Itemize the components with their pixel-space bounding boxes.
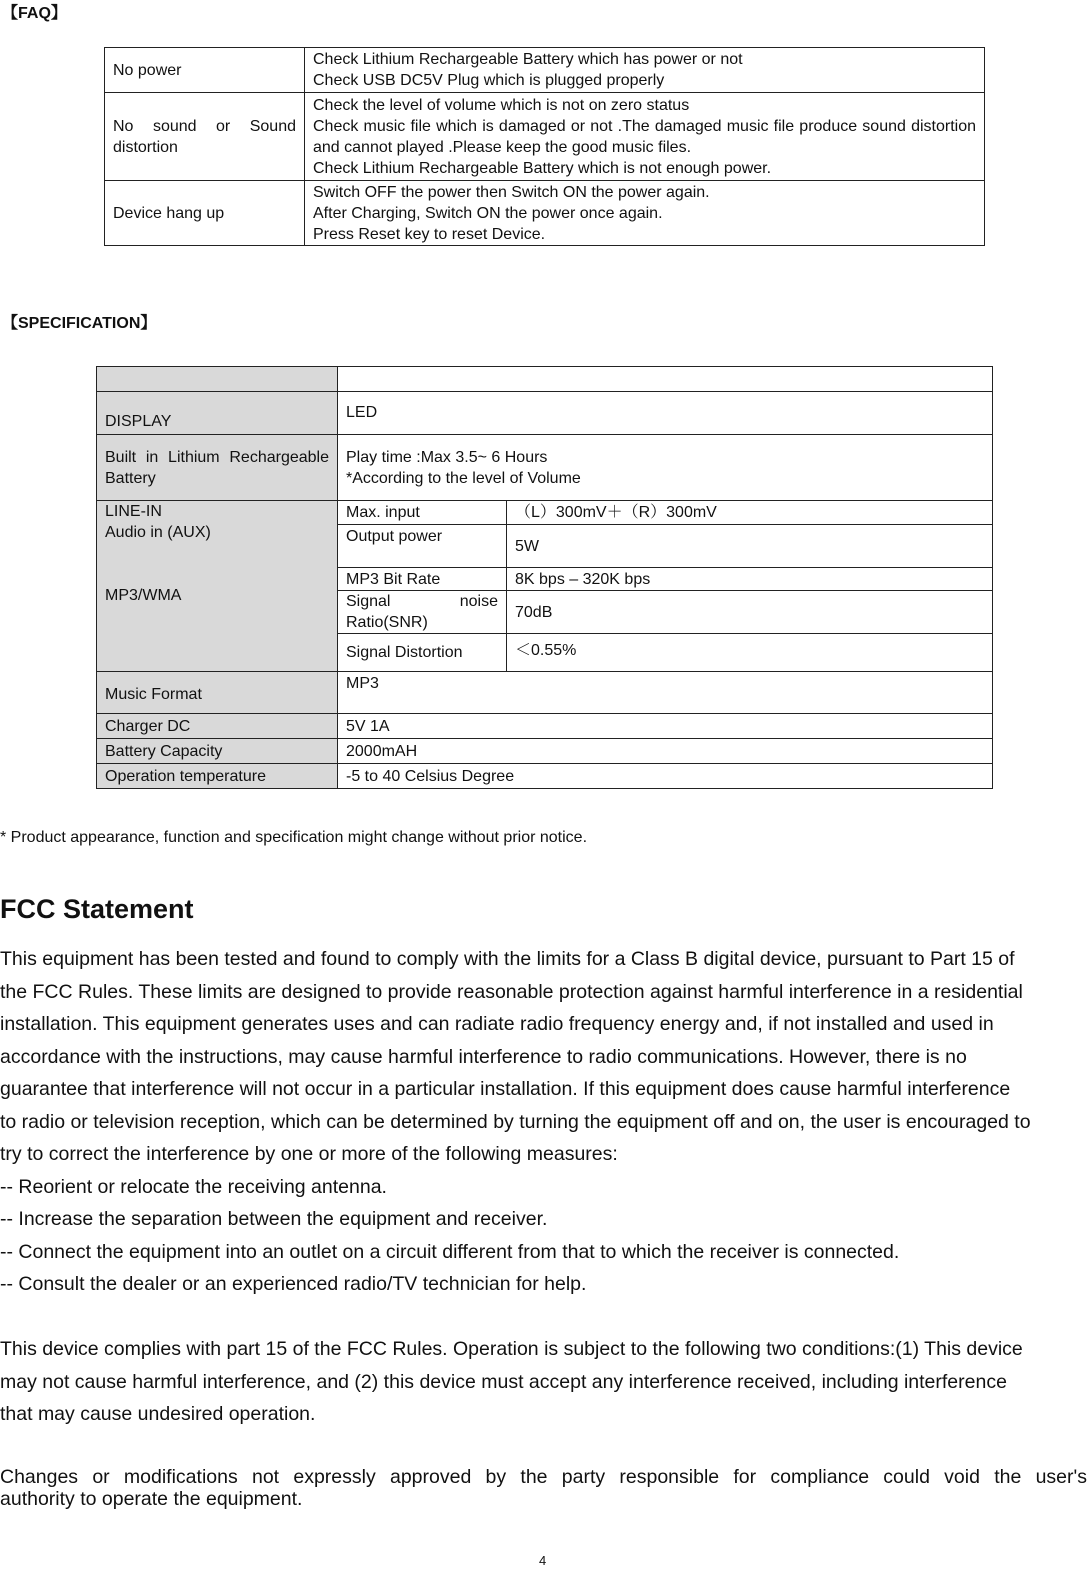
spec-row-music-format [97, 672, 993, 714]
spec-row-charger [97, 714, 993, 739]
faq-row [105, 48, 985, 93]
faq-problem: No power [105, 48, 305, 93]
spec-sub-value: 5W [507, 525, 993, 568]
spec-header-cell [338, 367, 993, 392]
fcc-line: installation. This equipment generates uses and can radiate radio frequency energy and, if not installed and used in [0, 1013, 994, 1035]
fcc-line: the FCC Rules. These limits are designed to provide reasonable protection against harmful interference in a residential [0, 980, 1023, 1003]
temperature-value: -5 to 40 Celsius Degree [338, 764, 993, 789]
linein-label-line: Audio in (AUX) [105, 524, 211, 541]
fcc-paragraph-1 [0, 943, 1087, 1301]
faq-solution-line: After Charging, Switch ON the power once again. [313, 204, 663, 222]
battery-value [338, 435, 993, 501]
spec-sub-name: Output power [338, 525, 507, 568]
faq-row [105, 181, 985, 246]
faq-solution-line: Check the level of volume which is not on zero status [313, 96, 690, 114]
spec-sub-name: Max. input [338, 501, 507, 525]
spec-row-battery [97, 435, 993, 501]
fcc-line: may not cause harmful interference, and (2) this device must accept any interference received, including interference [0, 1370, 1007, 1393]
fcc-line: This device complies with part 15 of the FCC Rules. Operation is subject to the following two conditions:(1) This device [0, 1338, 1023, 1360]
music-format-label: Music Format [97, 672, 338, 714]
fcc-measure: -- Increase the separation between the equipment and receiver. [0, 1208, 548, 1230]
fcc-line: accordance with the instructions, may cause harmful interference to radio communications. However, there is no [0, 1045, 967, 1068]
spec-sub-name: Signal noise Ratio(SNR) [338, 591, 507, 634]
display-value: LED [338, 392, 993, 435]
faq-table [104, 47, 985, 246]
spec-table [96, 366, 993, 789]
faq-solution-line: Check Lithium Rechargeable Battery which is not enough power. [313, 159, 772, 177]
fcc-measure: -- Consult the dealer or an experienced radio/TV technician for help. [0, 1273, 587, 1295]
spec-sub-name: MP3 Bit Rate [338, 568, 507, 591]
spec-sub-value: 8K bps – 320K bps [507, 568, 993, 591]
display-label: DISPLAY [97, 392, 338, 435]
faq-row [105, 93, 985, 181]
fcc-line: try to correct the interference by one or more of the following measures: [0, 1143, 618, 1165]
capacity-label: Battery Capacity [97, 739, 338, 764]
fcc-paragraph-3 [0, 1466, 1087, 1510]
battery-label: Built in Lithium Rechargeable Battery [97, 435, 338, 501]
spec-row-temperature [97, 764, 993, 789]
spec-heading: 【SPECIFICATION】 [2, 315, 157, 332]
faq-solution-line: Check Lithium Rechargeable Battery which has power or not [313, 51, 743, 68]
charger-label: Charger DC [97, 714, 338, 739]
faq-solution-line: Check USB DC5V Plug which is plugged properly [313, 72, 665, 89]
fcc-paragraph-2 [0, 1333, 1087, 1431]
spec-row-display [97, 392, 993, 435]
spec-sub-value: ＜0.55% [507, 634, 993, 672]
fcc-line: This equipment has been tested and found to comply with the limits for a Class B digital device, pursuant to Part 15 of [0, 948, 1015, 970]
fcc-measure: -- Reorient or relocate the receiving antenna. [0, 1175, 387, 1198]
linein-mp3-label [97, 501, 338, 672]
page-number: 4 [539, 1553, 547, 1568]
battery-value-line: Play time :Max 3.5~ 6 Hours [346, 448, 548, 466]
spec-row-capacity [97, 739, 993, 764]
faq-solution [305, 93, 985, 181]
capacity-value: 2000mAH [338, 739, 993, 764]
spec-sub-value: 70dB [507, 591, 993, 634]
faq-problem: No sound or Sound distortion [105, 93, 305, 181]
fcc-title: FCC Statement [0, 894, 194, 924]
music-format-value: MP3 [338, 672, 993, 714]
faq-solution [305, 48, 985, 93]
fcc-line: that may cause undesired operation. [0, 1403, 316, 1425]
fcc-line: to radio or television reception, which can be determined by turning the equipment off and on, the user is encouraged to [0, 1110, 1031, 1133]
fcc-line: authority to operate the equipment. [0, 1488, 303, 1510]
spec-header-cell [97, 367, 338, 392]
spec-sub-value: （L）300mV＋（R）300mV [507, 501, 993, 525]
charger-value: 5V 1A [338, 714, 993, 739]
battery-value-line: *According to the level of Volume [346, 469, 581, 487]
faq-solution-line: Check music file which is damaged or not .The damaged music file produce sound distortion and cannot played .Please keep the good music files. [313, 117, 976, 156]
spec-sub-name: Signal Distortion [338, 634, 507, 672]
linein-label-line: LINE-IN [105, 503, 162, 520]
faq-solution-line: Press Reset key to reset Device. [313, 225, 546, 243]
faq-problem: Device hang up [105, 181, 305, 246]
fcc-line: Changes or modifications not expressly approved by the party responsible for compliance could void the user's [0, 1466, 1087, 1488]
fcc-measure: -- Connect the equipment into an outlet on a circuit different from that to which the receiver is connected. [0, 1240, 900, 1263]
spec-note: * Product appearance, function and specification might change without prior notice. [0, 829, 588, 846]
fcc-line: guarantee that interference will not occur in a particular installation. If this equipment does cause harmful interference [0, 1078, 1011, 1100]
spec-header-row [97, 367, 993, 392]
spec-sub-row [97, 501, 993, 525]
faq-solution [305, 181, 985, 246]
faq-heading: 【FAQ】 [2, 5, 67, 22]
mp3-label: MP3/WMA [105, 587, 182, 604]
temperature-label: Operation temperature [97, 764, 338, 789]
faq-solution-line: Switch OFF the power then Switch ON the power again. [313, 183, 710, 201]
